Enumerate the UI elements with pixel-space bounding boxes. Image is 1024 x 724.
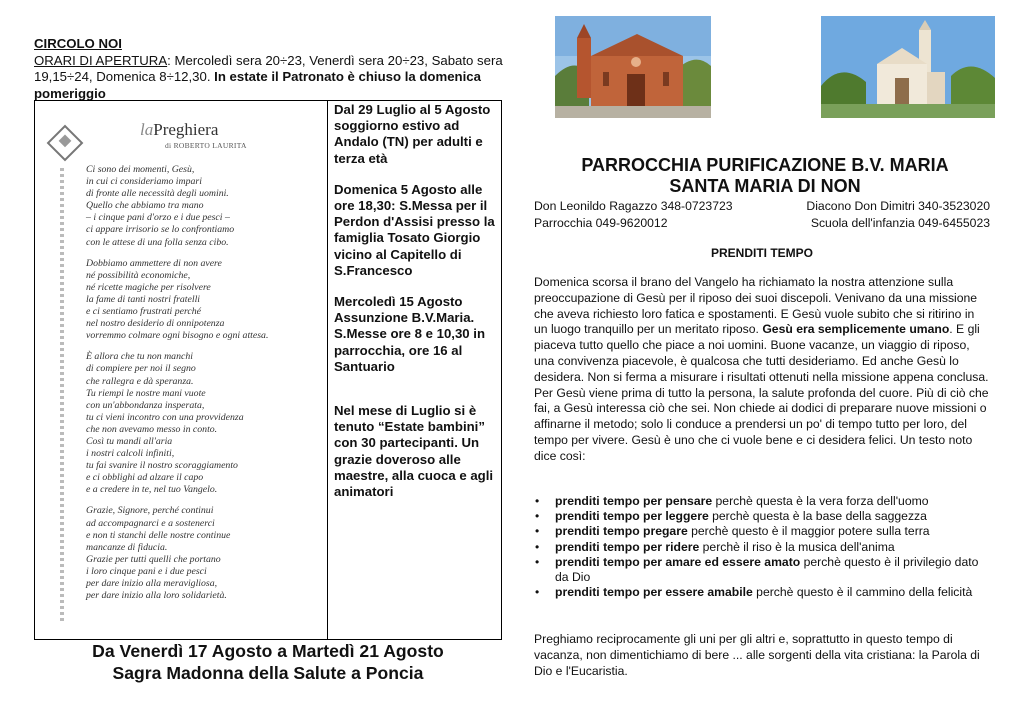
prayer-line: È allora che tu non manchi [86, 351, 193, 363]
dotted-bar [60, 168, 64, 623]
list-item-rest: perchè questo è il cammino della felicità [752, 585, 973, 600]
prayer-line: i loro cinque pani e i due pesci [86, 565, 207, 577]
prayer-line: nel nostro desiderio di onnipotenza [86, 318, 225, 330]
church-photo [555, 16, 711, 118]
prayer-line: ci appare irrisorio se lo confrontiamo [86, 224, 235, 236]
article-closing: Preghiamo reciprocamente gli uni per gli altri e, soprattutto in questo tempo di vacanza, non dimentichiamo di bere ... alle sorgenti della vita cristiana: la Parola di Dio e l'Eucaristia. [534, 632, 980, 678]
list-item [534, 585, 990, 600]
list-item [534, 509, 990, 524]
contact-scuola: Scuola dell'infanzia 049-6455023 [810, 216, 990, 230]
prayer-line: e a credere in te, nel tuo Vangelo. [86, 484, 218, 496]
prayer-line: in cui ci consideriamo impari [86, 176, 202, 188]
article-p1-bold: Gesù era semplicemente umano [762, 322, 950, 337]
prayer-line: Ci sono dei momenti, Gesù, [86, 164, 195, 175]
circolo-noi-section [34, 36, 504, 102]
logo-main: Preghiera [153, 120, 219, 139]
prayer-line: né ricette magiche per risolvere [86, 281, 211, 293]
list-item-bold: prenditi tempo pregare [555, 524, 688, 539]
notice-soggiorno: Dal 29 Luglio al 5 Agosto soggiorno estivo ad Andalo (TN) per adulti e terza età [334, 102, 491, 166]
list-item-bold: prenditi tempo per amare ed essere amato [555, 554, 801, 569]
list-item-rest: perchè il riso è la musica dell'anima [699, 539, 895, 554]
contacts-row-2 [534, 215, 990, 232]
article-body [534, 275, 990, 465]
list-item [534, 524, 990, 539]
logo-prefix: la [140, 120, 154, 139]
prayer-stanza [86, 351, 332, 496]
prenditi-tempo-list [534, 494, 990, 600]
prayer-line: vorremmo colmare ogni bisogno e ogni attesa. [86, 330, 269, 342]
santuario-photo [821, 16, 995, 118]
list-item-bold: prenditi tempo per pensare [555, 494, 713, 508]
article-p1-end: . E gli piaceva tutto quello che piace a noi uomini. Buone vacanze, un viaggio di riposo, una convivenza piacevole, è qualcosa che tutti desideriamo. Ed anche Gesù lo desidera. Non si ferma a misurare i risultati ottenuti nella missione appena conclusa. Per Gesù viene prima di tutto la persona, la salute profonda del cuore. Più di ciò che fai, a Gesù interessa ciò che sei. Non chiede ai dodici di preparare nuove missioni o affinarne il metodo; solo li conduce a prendersi un po' di tempo tutto per loro, del tempo per vivere. Gesù è uno che ci vuole bene e ci desidera felici. Un testo noto dice così: [534, 322, 989, 463]
list-item-bold: prenditi tempo per ridere [555, 539, 700, 554]
prayer-line: tu fai svanire il nostro scoraggiamento [86, 460, 238, 472]
parish-title-line1: PARROCCHIA PURIFICAZIONE B.V. MARIA [581, 155, 949, 175]
prayer-line: mancanze di fiducia. [86, 541, 168, 553]
prayer-line: Grazie, Signore, perché continui [86, 505, 214, 517]
prayer-line: per dare inizio alla meravigliosa, [86, 578, 218, 589]
notice-perdon-assisi: Domenica 5 Agosto alle ore 18,30: S.Messa per il Perdon d'Assisi presso la famiglia Tosato Giorgio vicino al Capitello di S.Francesco [334, 181, 495, 278]
contact-diacono: Diacono Don Dimitri 340-3523020 [806, 199, 990, 213]
prayer-line: e non ti stanchi delle nostre continue [86, 529, 231, 541]
prayer-line: la fame di tanti nostri fratelli [86, 293, 201, 305]
article-p1: Domenica scorsa il brano del Vangelo ha richiamato la nostra attenzione sulla preoccupazione di Gesù per il riposo dei suoi discepoli. Venivano da una missione che aveva richiesto loro fatica e spostamenti. E Gesù vuole subito che si ritirino in un luogo tranquillo per un meritato riposo. [534, 275, 978, 337]
contacts-row-1 [534, 198, 990, 215]
diamond-logo-icon [47, 125, 84, 162]
list-item-rest: perchè questo è il privilegio dato da Dio [555, 554, 979, 585]
sagra-line2: Sagra Madonna della Salute a Poncia [112, 663, 424, 683]
article-heading: PRENDITI TEMPO [710, 246, 813, 260]
hours-text: : Mercoledì sera 20÷23, Venerdì sera 20÷23, Sabato sera 19,15÷24, Domenica 8÷12,30. [34, 52, 503, 84]
list-item-rest: perchè questo è il maggior potere sulla terra [687, 524, 930, 539]
prayer-line: Così tu mandi all'aria [86, 435, 173, 447]
contact-parrocchia: Parrocchia 049-9620012 [534, 216, 668, 230]
prayer-line: Quello che abbiamo tra mano [86, 200, 204, 212]
prayer-line: per dare inizio alla loro solidarietà. [86, 590, 227, 602]
prayer-logo [140, 120, 218, 140]
notices-column [334, 102, 502, 515]
summer-note: In estate il Patronato è chiuso la domenica pomeriggio [34, 69, 481, 101]
prayer-line: Dobbiamo ammettere di non avere [86, 257, 222, 269]
circolo-hours [34, 53, 504, 103]
prayer-stanza [86, 164, 332, 249]
prayer-stanza [86, 258, 332, 343]
list-item-rest: perchè questa è la vera forza dell'uomo [712, 494, 929, 508]
prayer-byline: di ROBERTO LAURITA [165, 141, 247, 150]
prayer-line: – i cinque pani d'orzo e i due pesci – [86, 212, 230, 224]
list-item [534, 494, 990, 509]
prayer-line: con le attese di una folla senza cibo. [86, 236, 229, 248]
prayer-line: che non avevamo messo in conto. [86, 423, 218, 435]
prayer-line: di fronte alle necessità degli uomini. [86, 188, 229, 200]
parish-title [530, 155, 1000, 197]
hours-label: ORARI DI APERTURA [34, 52, 168, 68]
sagra-line1: Da Venerdì 17 Agosto a Martedì 21 Agosto [92, 641, 444, 661]
prayer-line: Grazie per tutti quelli che portano [86, 553, 221, 565]
prayer-line: né possibilità economiche, [86, 269, 191, 281]
circolo-heading: CIRCOLO NOI [34, 36, 122, 51]
prayer-line: ad accompagnarci e a sostenerci [86, 517, 215, 529]
prayer-line: e ci sentiamo frustrati perché [86, 306, 202, 318]
prayer-stanza [86, 505, 332, 602]
sagra-banner [34, 640, 502, 684]
prayer-line: tu ci vieni incontro con una provvidenza [86, 411, 244, 423]
prayer-line: che rallegra e dà speranza. [86, 375, 194, 387]
list-item-rest: perchè questa è la base della saggezza [708, 509, 927, 524]
contact-parroco: Don Leonildo Ragazzo 348-0723723 [534, 199, 733, 213]
list-item-bold: prenditi tempo per leggere [555, 509, 709, 524]
prayer-image [52, 108, 320, 633]
prayer-line: e ci obblighi ad alzare il capo [86, 472, 204, 484]
list-item-bold: prenditi tempo per essere amabile [555, 585, 753, 600]
notice-estate-bambini: Nel mese di Luglio si è tenuto “Estate bambini” con 30 partecipanti. Un grazie doveroso alle maestre, alla cuoca e agli animatori [334, 403, 494, 500]
prayer-line: di compiere per noi il segno [86, 363, 196, 375]
list-item [534, 540, 990, 555]
list-item [534, 555, 990, 585]
prayer-text [86, 164, 332, 611]
notice-assunzione: Mercoledì 15 Agosto Assunzione B.V.Maria. S.Messe ore 8 e 10,30 in parrocchia, ore 16 al Santuario [334, 294, 486, 374]
prayer-line: Tu riempi le nostre mani vuote [86, 387, 206, 399]
parish-title-line2: SANTA MARIA DI NON [669, 176, 861, 196]
parish-contacts [534, 198, 990, 232]
prayer-line: i nostri calcoli infiniti, [86, 448, 175, 460]
prayer-line: con un'abbondanza insperata, [86, 399, 205, 411]
